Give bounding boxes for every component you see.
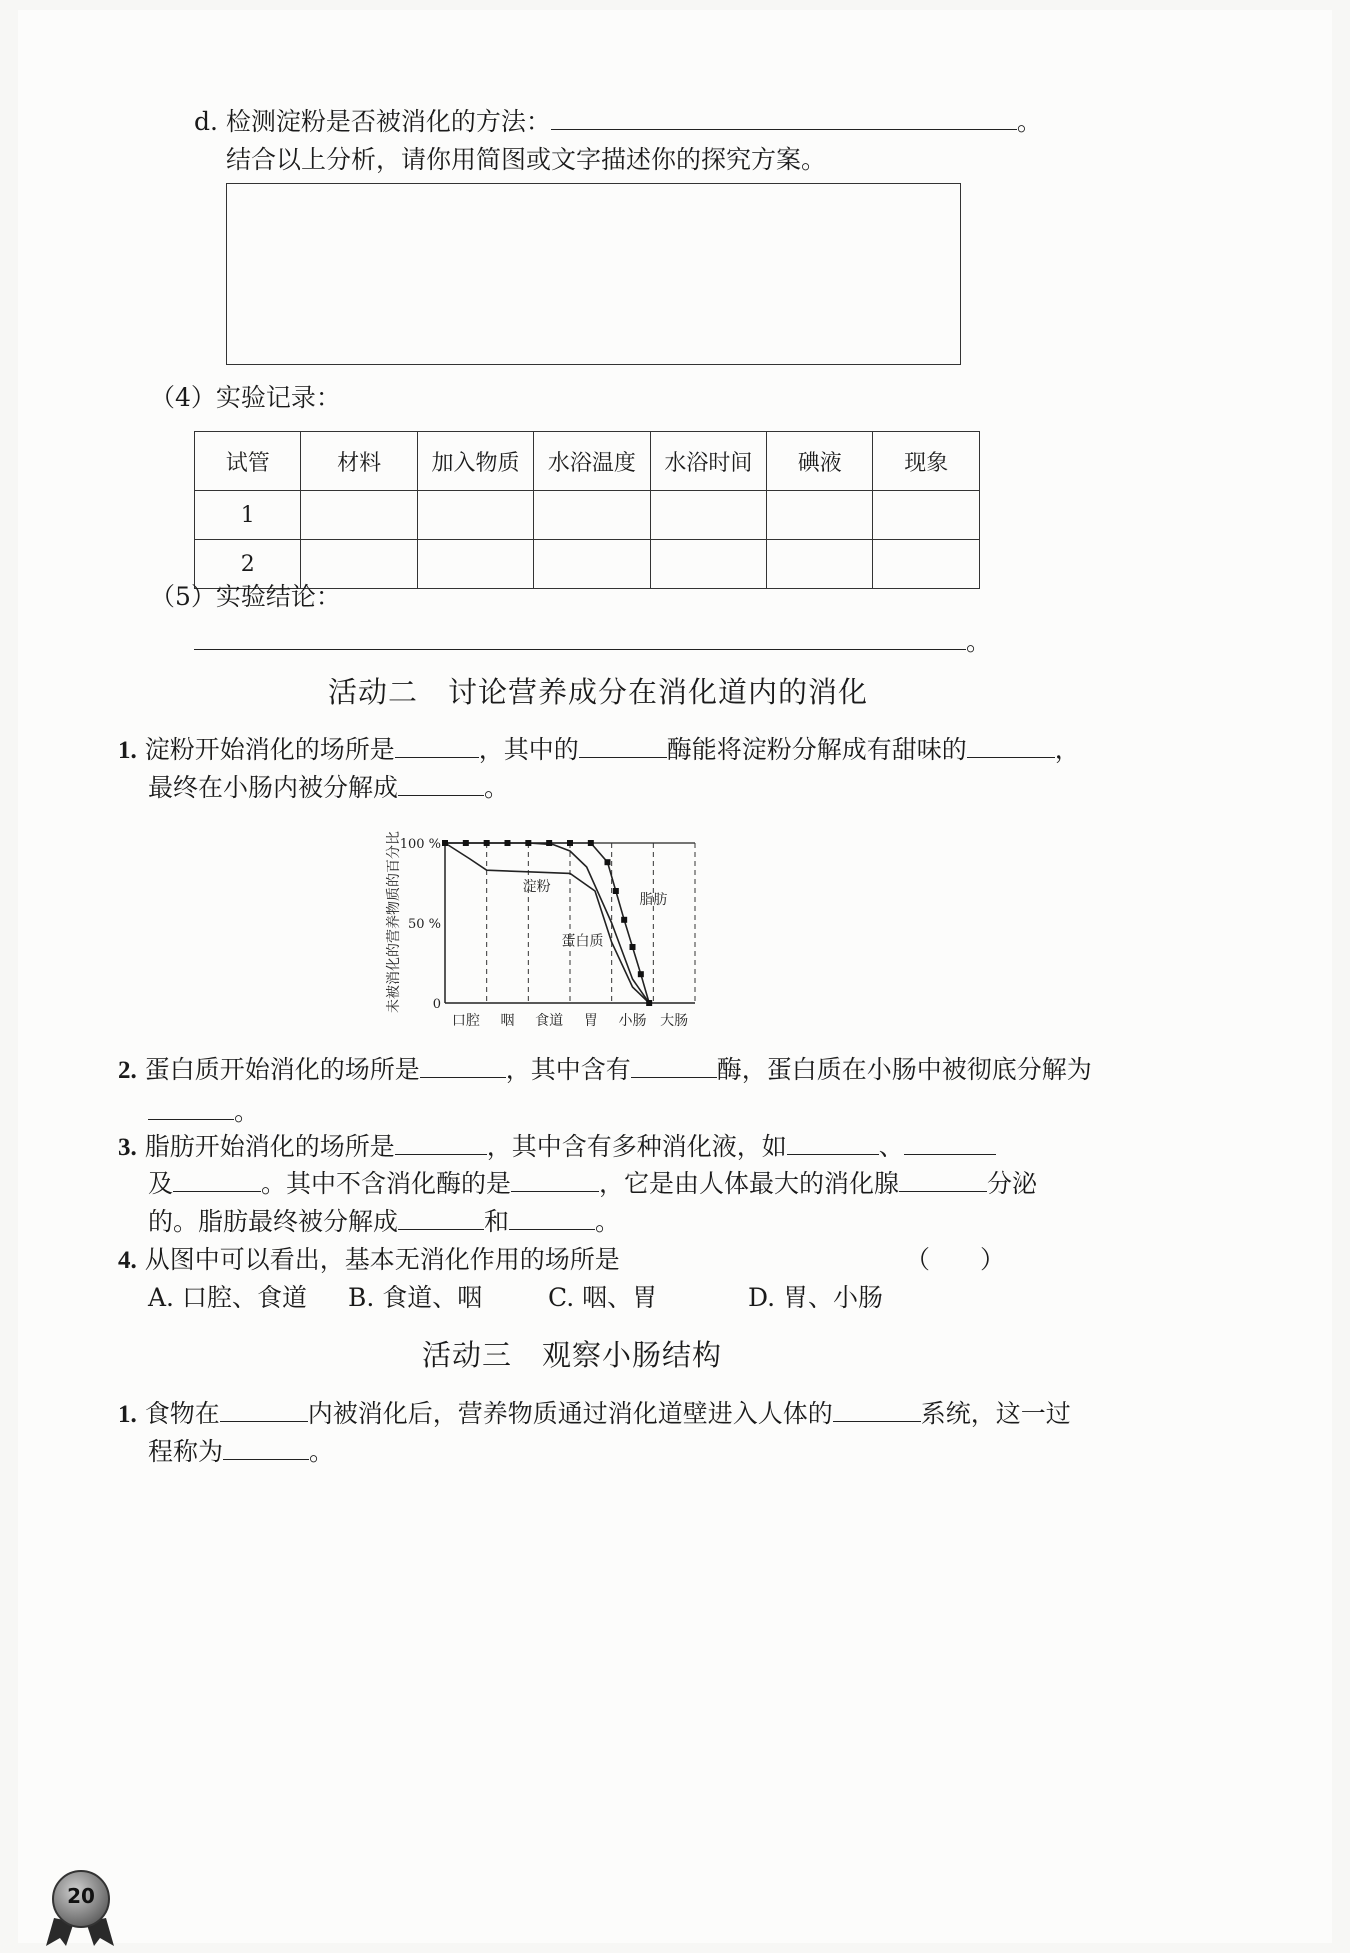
x-tick-label: 小肠 [618, 1013, 647, 1029]
series-label: 脂肪 [639, 891, 668, 908]
plan-answer-box[interactable] [226, 183, 961, 365]
digestion-chart [370, 818, 710, 1038]
section-d-label: d. 检测淀粉是否被消化的方法： [194, 107, 551, 136]
data-point [588, 840, 594, 846]
page-number: 20 [67, 1884, 95, 1908]
data-point [638, 971, 644, 977]
record-table [194, 431, 980, 589]
series-label: 蛋白质 [561, 933, 604, 950]
data-point [646, 1000, 652, 1006]
a2-q2-line2: 。 [148, 1092, 259, 1128]
section-d-line: d. 检测淀粉是否被消化的方法： 。 [194, 107, 1042, 136]
a3-q1-line1: 1. 食物在 内被消化后，营养物质通过消化道壁进入人体的 系统，这一过 [118, 1399, 1071, 1428]
x-tick-label: 胃 [583, 1013, 598, 1029]
data-point [484, 840, 490, 846]
data-point [613, 888, 619, 894]
activity2-title: 活动二 讨论营养成分在消化道内的消化 [328, 675, 869, 709]
a2-q2-line1: 2. 蛋白质开始消化的场所是 ，其中含有 酶，蛋白质在小肠中被彻底分解为 [118, 1055, 1092, 1084]
series-line-2 [445, 843, 649, 1003]
a2-q4-line1: 4. 从图中可以看出，基本无消化作用的场所是 [118, 1245, 620, 1274]
y-tick-label: 0 [432, 997, 441, 1012]
data-point [546, 840, 552, 846]
conclusion-line: 。 [194, 622, 991, 658]
x-tick-label: 口腔 [451, 1013, 480, 1029]
data-point [505, 840, 511, 846]
data-point [463, 840, 469, 846]
record-label: （4）实验记录： [150, 383, 341, 412]
data-point [442, 840, 448, 846]
data-point [621, 917, 627, 923]
option-a[interactable]: A. 口腔、食道 [148, 1283, 307, 1312]
a2-q3-line1: 3. 脂肪开始消化的场所是 ，其中含有多种消化液，如 、 [118, 1127, 996, 1163]
data-point [630, 944, 636, 950]
series-line-0 [445, 843, 649, 1003]
chart-plot [400, 837, 695, 1029]
a2-q3-line2: 及 。其中不含消化酶的是 ，它是由人体最大的消化腺 分泌 [148, 1169, 1038, 1198]
x-tick-label: 食道 [535, 1013, 564, 1029]
data-point [567, 840, 573, 846]
plan-prompt: 结合以上分析，请你用简图或文字描述你的探究方案。 [226, 145, 827, 174]
conclusion-label: （5）实验结论： [150, 582, 341, 611]
activity3-title: 活动三 观察小肠结构 [422, 1338, 723, 1372]
x-tick-label: 咽 [500, 1013, 515, 1029]
table-header-row: 试管 材料 加入物质 水浴温度 水浴时间 碘液 现象 [195, 432, 980, 491]
y-tick-label: 50 % [407, 917, 441, 932]
data-point [605, 859, 611, 865]
a2-q1-line1: 1. 淀粉开始消化的场所是 ，其中的 酶能将淀粉分解成有甜味的 ， [118, 735, 1080, 764]
data-point [525, 840, 531, 846]
a2-q1-line2: 最终在小肠内被分解成 。 [148, 773, 510, 802]
answer-blank[interactable] [551, 105, 1017, 130]
option-d[interactable]: D. 胃、小肠 [748, 1283, 884, 1312]
a2-q3-line3: 的。脂肪最终被分解成 和 。 [148, 1207, 621, 1236]
series-line-1 [445, 843, 649, 1003]
chart-ylabel: 未被消化的营养物质的百分比 [386, 831, 402, 1013]
conclusion-blank[interactable] [194, 625, 966, 650]
table-row: 2 [195, 540, 980, 589]
answer-paren[interactable]: （ ） [905, 1245, 1006, 1274]
y-tick-label: 100 % [399, 837, 441, 852]
series-label: 淀粉 [522, 879, 551, 895]
x-tick-label: 大肠 [660, 1013, 689, 1029]
option-b[interactable]: B. 食道、咽 [348, 1283, 483, 1312]
page-number-badge [52, 1870, 110, 1928]
a3-q1-line2: 程称为 。 [148, 1437, 335, 1466]
table-row: 1 [195, 491, 980, 540]
option-c[interactable]: C. 咽、胃 [548, 1283, 658, 1312]
